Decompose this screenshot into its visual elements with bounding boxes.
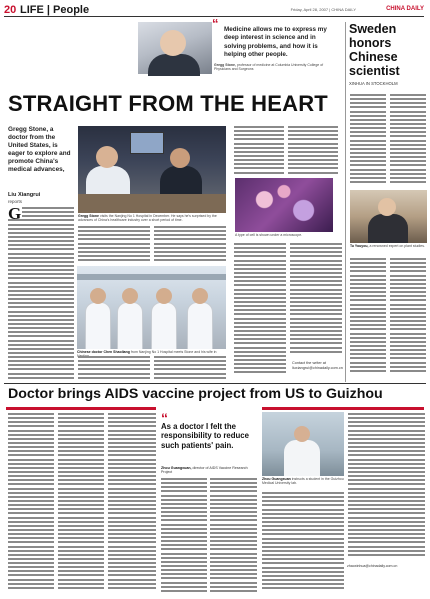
- cell-photo-caption: [235, 233, 333, 237]
- body-column-4: [78, 356, 150, 380]
- secondary-photo: [77, 266, 226, 349]
- secondary-caption-text: from Nanjing No 1 Hospital meets Stone and his wife in: [130, 350, 217, 354]
- cell-microscope-photo: [235, 178, 333, 232]
- page-number: 20: [4, 4, 17, 16]
- lab-photo: [262, 412, 344, 476]
- pull-quote-credit: [214, 63, 339, 71]
- body-column-3: [154, 226, 226, 264]
- sidebar-column-2: [390, 94, 426, 188]
- portrait-photo: [138, 22, 212, 74]
- section-divider: [4, 383, 426, 384]
- byline-location: reports: [8, 198, 23, 204]
- second-story-headline: Doctor brings AIDS vaccine project from US to Guizhou: [8, 386, 383, 402]
- sidebar-column-4: [390, 258, 426, 378]
- story2-column-1: [8, 413, 54, 595]
- sidebar-column-3: [350, 258, 386, 378]
- quote-icon: “: [212, 16, 219, 31]
- body-column-8: [234, 243, 286, 379]
- lab-caption-text: instructs a student in the Guizhou Medical University lab.: [262, 477, 344, 486]
- story-dek: Gregg Stone, a doctor from the United States, is eager to explore and promote China's medical advances,: [8, 126, 71, 173]
- secondary-caption-subject: Chinese doctor Chen Shaoliang: [77, 350, 130, 354]
- sidebar-photo: [350, 190, 427, 243]
- story2-contact: zhaoxinhua@chinadaily.com.cn: [347, 564, 398, 568]
- pull-quote: [212, 16, 334, 60]
- main-story-photo: [78, 126, 226, 213]
- main-photo-caption: [78, 214, 226, 222]
- story2-quote-credit-role: director of AIDS Vaccine Research Project: [161, 466, 248, 475]
- pull-quote-credit-name: Gregg Stone,: [214, 63, 236, 67]
- story2-column-4: [161, 478, 207, 595]
- brand-logo: CHINA DAILY: [386, 6, 424, 12]
- writer-contact: Contact the writer at liuxiangrui@chinadaily.com.cn: [292, 361, 343, 370]
- pull-quote-credit-role: professor of medicine at Columbia University College of Physicians and Surgeons: [214, 63, 324, 72]
- body-column-7: [288, 126, 338, 176]
- sidebar-byline: XINHUA IN STOCKHOLM: [349, 81, 398, 86]
- quote-icon: “: [161, 410, 168, 426]
- lab-caption-subject: Zhou Guangxuan: [262, 477, 291, 481]
- sidebar-headline: Sweden honors Chinese scientist: [349, 22, 400, 78]
- section-title: LIFE | People: [20, 4, 90, 16]
- sidebar-caption-subject: Tu Youyou,: [350, 244, 369, 248]
- body-column-6: [234, 126, 284, 176]
- story2-column-6: [262, 492, 344, 595]
- body-text-lines: [8, 207, 74, 379]
- accent-bar-left: [6, 407, 156, 410]
- story2-pull-quote: [161, 412, 256, 450]
- body-column-9: [290, 243, 342, 357]
- story2-column-5: [210, 478, 257, 595]
- story-byline: [8, 192, 74, 205]
- story2-column-3: [108, 413, 156, 595]
- accent-bar-right: [262, 407, 424, 410]
- drop-cap: G: [8, 207, 22, 223]
- byline-name: Liu Xiangrui: [8, 192, 41, 198]
- story2-pull-quote-text: As a doctor I felt the responsibility to reduce such patients' pain.: [161, 422, 249, 450]
- story2-quote-credit: [161, 466, 256, 475]
- story2-column-7: [348, 413, 425, 561]
- main-caption-text: visits the Nanjing No 1 Hospital in December. He says he's surprised by the advances of China's healthcare industry over a short period of time.: [78, 214, 217, 223]
- sidebar-caption-text: a renowned expert on plant studies.: [368, 244, 425, 248]
- issue-date: Friday, April 28, 2007 | CHINA DAILY: [290, 7, 356, 12]
- pull-quote-text: Medicine allows me to express my deep interest in science and in solving problems, and how it is helping other people.: [224, 26, 327, 59]
- sidebar-story: [345, 22, 426, 382]
- page-headline: STRAIGHT FROM THE HEART: [8, 91, 328, 116]
- story2-quote-credit-name: Zhou Guangxuan,: [161, 466, 192, 470]
- lab-photo-caption: [262, 477, 344, 485]
- sidebar-column-1: [350, 94, 386, 188]
- cell-caption-text: A type of cell is shown under a microscope.: [235, 233, 303, 237]
- story2-column-2: [58, 413, 104, 595]
- body-column-2: [78, 226, 150, 264]
- body-column-5: [154, 356, 226, 380]
- main-caption-subject: Gregg Stone: [78, 214, 100, 218]
- sidebar-photo-caption: [350, 244, 427, 248]
- body-column-1: [8, 207, 74, 379]
